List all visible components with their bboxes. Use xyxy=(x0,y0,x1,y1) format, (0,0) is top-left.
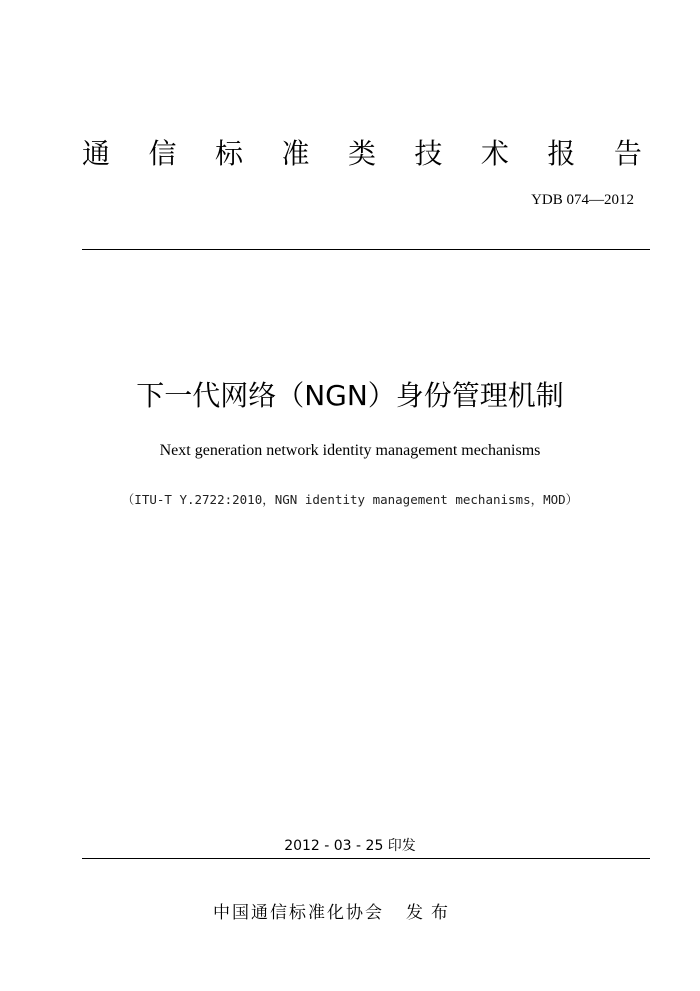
document-number: YDB 074—2012 xyxy=(531,192,634,208)
issuing-organization: 中国通信标准化协会 xyxy=(213,903,384,923)
series-char: 技 xyxy=(414,137,443,170)
series-char: 通 xyxy=(82,137,111,170)
document-title-english: Next generation network identity management mechanisms xyxy=(159,442,541,459)
top-divider xyxy=(82,249,650,250)
source-reference: （ITU-T Y.2722:2010，NGN identity management mechanisms，MOD） xyxy=(121,492,579,507)
issuer-line xyxy=(213,900,456,926)
issue-date: 2012 - 03 - 25 印发 xyxy=(284,838,416,854)
series-char: 告 xyxy=(613,137,642,170)
series-char: 标 xyxy=(214,137,243,170)
document-title-chinese: 下一代网络（NGN）身份管理机制 xyxy=(136,379,564,412)
report-series-heading xyxy=(82,134,642,174)
series-char: 信 xyxy=(148,137,177,170)
publish-label: 发布 xyxy=(406,903,456,923)
series-char: 术 xyxy=(480,137,509,170)
series-char: 准 xyxy=(281,137,310,170)
bottom-divider xyxy=(82,858,650,859)
series-char: 类 xyxy=(347,137,376,170)
series-char: 报 xyxy=(547,137,576,170)
